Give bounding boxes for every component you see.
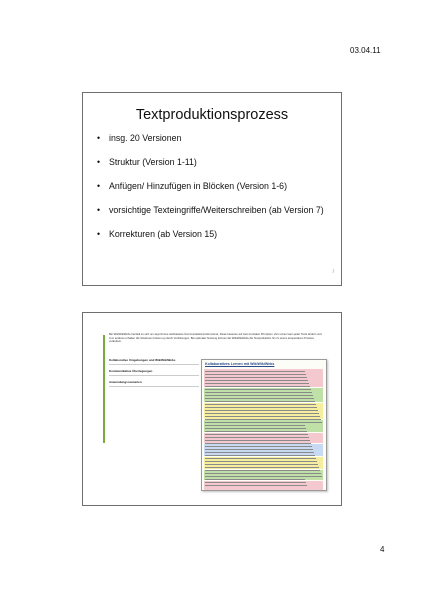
popup-text-line: [205, 386, 310, 387]
page-number: 4: [380, 545, 385, 554]
popup-text-line: [205, 395, 313, 396]
popup-text-line: [205, 413, 319, 414]
screenshot-intro-text: Bei WikiWikiWebs handelt es sich um asynchrone webbasierte Kommunikationsinstrumente. Diese basieren auf zwei zentralen Prinzipien. Zum einen kann jeder Texte ändern und zum anderen erhalten die Strukturen bottom-up durch Verlinkungen. Bei optimaler Nutzung können die WikiWikiWebs die Textproduktion hin zu einem kooperativen Prozess verändern.: [109, 333, 322, 344]
popup-text-line: [205, 416, 320, 417]
bullet-item-versions: • insg. 20 Versionen: [97, 133, 333, 144]
popup-text-line: [205, 377, 307, 378]
popup-text-line: [205, 392, 312, 393]
popup-text-line: [205, 374, 306, 375]
popup-text-line: [205, 461, 317, 462]
screenshot-nav: [109, 357, 199, 390]
bullet-item-text-edits: • vorsichtige Texteingriffe/Weiterschreiben (ab Version 7): [97, 205, 333, 216]
slide-textproduktionsprozess: [82, 92, 342, 286]
popup-text-line: [205, 449, 313, 450]
popup-text-line: [205, 452, 314, 453]
slide-title: Textproduktionsprozess: [135, 107, 289, 123]
bullet-item-corrections: • Korrekturen (ab Version 15): [97, 229, 333, 240]
popup-text-line: [205, 404, 316, 405]
screenshot-nav-item: Kollaborative Umgebungen und WikiWikiWebs: [109, 357, 199, 365]
popup-text-line: [205, 419, 321, 420]
bullet-item-appending: • Anfügen/ Hinzufügen in Blöcken (Version 1-6): [97, 181, 333, 192]
slide-wiki-screenshot: [82, 312, 342, 506]
popup-text-line: [205, 440, 310, 441]
popup-text-line: [205, 437, 309, 438]
bullet-list: [97, 133, 333, 253]
popup-text-line: [205, 431, 307, 432]
popup-text-line: [205, 458, 316, 459]
screenshot-accent-bar: [103, 335, 105, 443]
popup-text-line: [205, 398, 314, 399]
popup-text-line: [205, 410, 318, 411]
popup-text-line: [205, 425, 305, 426]
popup-text-line: [205, 407, 317, 408]
popup-text-line: [205, 479, 305, 480]
popup-text-line: [205, 446, 312, 447]
popup-title: Kollaboratives Lernen mit WikiWikiWebs: [205, 362, 275, 366]
popup-text-line: [205, 473, 321, 474]
popup-text-line: [205, 434, 308, 435]
popup-text-line: [205, 443, 311, 444]
popup-text-line: [205, 389, 311, 390]
popup-text-line: [205, 470, 320, 471]
popup-text-line: [205, 383, 309, 384]
wiki-screenshot: [91, 319, 337, 499]
popup-text-line: [205, 455, 315, 456]
screenshot-popup: [201, 359, 327, 491]
popup-text-line: [205, 485, 307, 486]
screenshot-nav-item: Anwendungsszenarien: [109, 379, 199, 387]
popup-text-line: [205, 482, 306, 483]
popup-text-line: [205, 428, 306, 429]
bullet-item-structure: • Struktur (Version 1-11): [97, 157, 333, 168]
page-date: 03.04.11: [350, 46, 381, 55]
popup-text-line: [205, 476, 322, 477]
slide-corner-mark: /: [332, 269, 334, 275]
popup-text-line: [205, 371, 305, 372]
popup-text-line: [205, 464, 318, 465]
popup-text-line: [205, 422, 322, 423]
popup-text-line: [205, 401, 315, 402]
popup-text-line: [205, 380, 308, 381]
screenshot-nav-item: Kommunikative Überlegungen: [109, 368, 199, 376]
popup-text-line: [205, 467, 319, 468]
